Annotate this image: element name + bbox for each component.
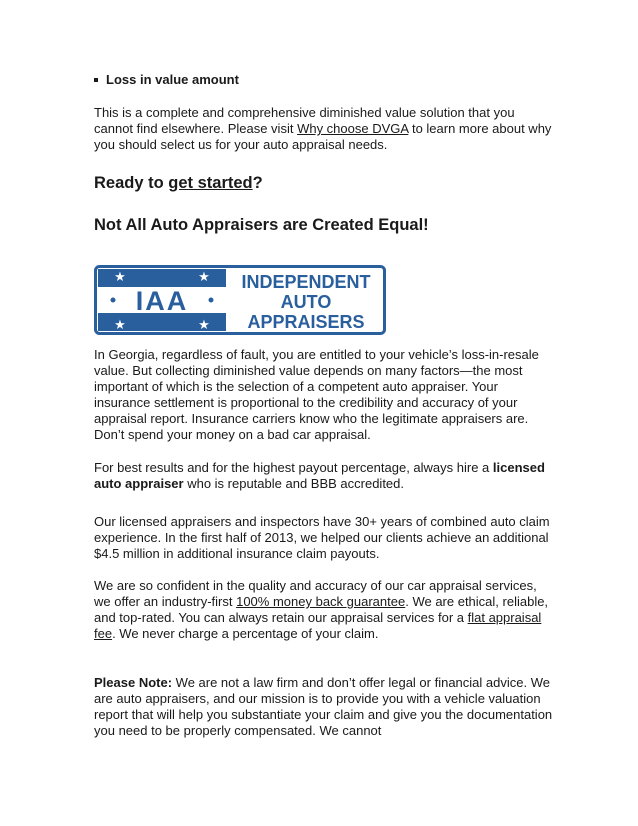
ready-heading	[94, 173, 263, 193]
logo-line-2: AUTO	[280, 292, 332, 312]
bullet-text: Loss in value amount	[106, 72, 239, 87]
dot-icon	[209, 298, 214, 303]
logo-line-3: APPRAISERS	[247, 312, 365, 332]
georgia-paragraph: In Georgia, regardless of fault, you are entitled to your vehicle’s loss-in-resale value. But collecting diminished value depends on many factors—the most important of which is the selection of a competent auto appraiser. Your insurance settlement is proportional to the credibility and accuracy of your appraisal report. Insurance carriers know who the legitimate appraisers are. Don’t spend your money on a bad car appraisal.	[94, 347, 539, 442]
licensed-appraiser-bold: licensed auto appraiser	[94, 460, 545, 491]
dot-icon	[111, 298, 116, 303]
best-results-paragraph	[94, 460, 554, 492]
star-icon: ★	[114, 270, 126, 285]
star-icon: ★	[198, 318, 210, 333]
confident-text-middle: . We are ethical, reliable, and top-rated. You can always retain our appraisal services for a	[94, 594, 549, 625]
iaa-logo	[94, 265, 386, 335]
star-icon: ★	[198, 270, 210, 285]
logo-line-1: INDEPENDENT	[241, 272, 371, 292]
not-all-appraisers-heading: Not All Auto Appraisers are Created Equal!	[94, 216, 429, 234]
intro-text-after: to learn more about why you should select us for your auto appraisal needs.	[94, 121, 552, 152]
why-choose-dvga-link[interactable]: Why choose DVGA	[297, 121, 409, 136]
confident-text-before: We are so confident in the quality and accuracy of our car appraisal services, we offer an industry-first	[94, 578, 537, 609]
best-text-before: For best results and for the highest payout percentage, always hire a	[94, 460, 493, 475]
get-started-link[interactable]: get started	[168, 174, 253, 192]
please-note-text: We are not a law firm and don’t offer legal or financial advice. We are auto appraisers, and our mission is to provide you with a vehicle valuation report that will help you substantiate your claim and give you the documentation you need to be properly compensated. We cannot	[94, 675, 553, 738]
please-note-paragraph	[94, 675, 554, 739]
bullet-item	[94, 72, 239, 87]
ready-question-mark: ?	[252, 174, 263, 192]
intro-text-before: This is a complete and comprehensive diminished value solution that you cannot find elsewhere. Please visit	[94, 105, 515, 136]
confident-paragraph	[94, 578, 554, 642]
confident-text-after: . We never charge a percentage of your claim.	[112, 626, 379, 641]
money-back-guarantee-link[interactable]: 100% money back guarantee	[236, 594, 406, 609]
star-icon: ★	[114, 318, 126, 333]
intro-paragraph	[94, 105, 554, 153]
licensed-paragraph: Our licensed appraisers and inspectors have 30+ years of combined auto claim experience. In the first half of 2013, we helped our clients achieve an additional $4.5 million in additional insurance claim payouts.	[94, 514, 550, 561]
please-note-label: Please Note:	[94, 675, 173, 690]
logo-abbr: IAA	[135, 286, 189, 316]
flat-appraisal-fee-link[interactable]: flat appraisal fee	[94, 610, 542, 641]
ready-text: Ready to	[94, 174, 169, 192]
bullet-marker	[94, 78, 98, 82]
best-text-after: who is reputable and BBB accredited.	[183, 476, 405, 491]
